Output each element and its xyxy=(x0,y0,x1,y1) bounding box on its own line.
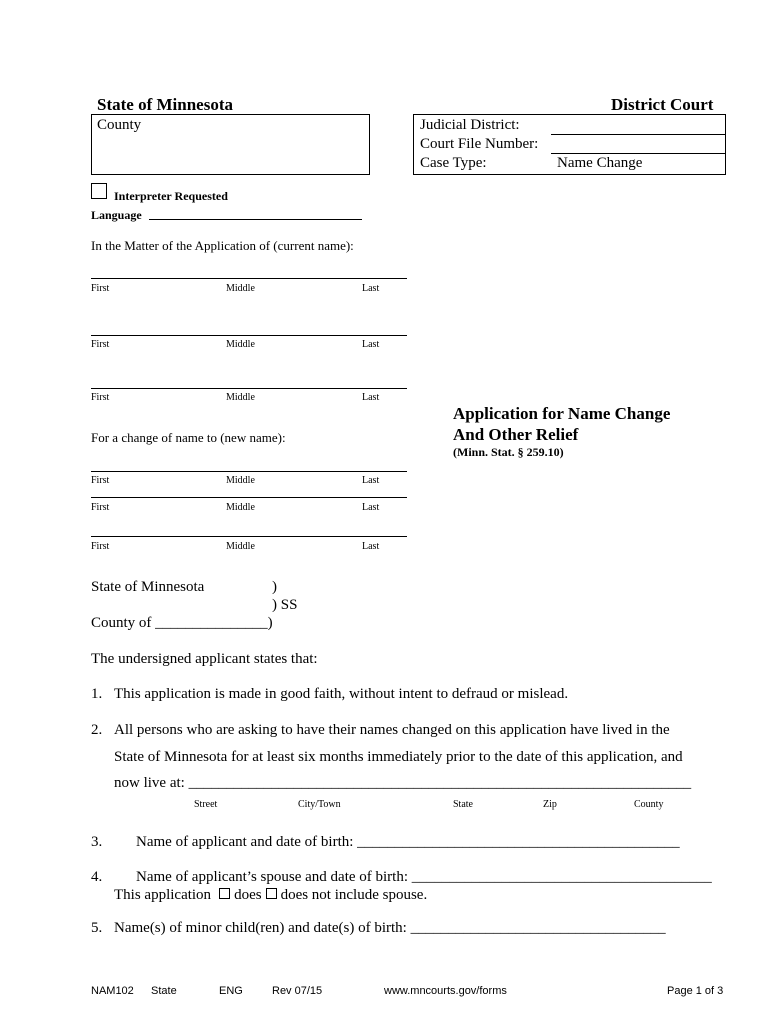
form-title-line-1: Application for Name Change xyxy=(453,404,671,423)
interpreter-checkbox[interactable] xyxy=(91,183,107,199)
new-name-line-3[interactable] xyxy=(91,536,407,537)
venue-state: State of Minnesota xyxy=(91,579,205,595)
does-not-checkbox[interactable] xyxy=(266,888,277,899)
court-file-number-field[interactable] xyxy=(551,153,725,154)
item-number: 5. xyxy=(91,920,103,936)
last-label: Last xyxy=(362,541,380,552)
first-label: First xyxy=(91,502,110,513)
first-label: First xyxy=(91,475,110,486)
item-2-line-2: State of Minnesota for at least six months immediately prior to the date of this application, and xyxy=(114,749,683,765)
last-label: Last xyxy=(362,502,380,513)
current-name-intro: In the Matter of the Application of (current name): xyxy=(91,238,354,253)
item-3-text[interactable]: Name of applicant and date of birth: ___________________________________________ xyxy=(136,834,680,850)
footer-language: ENG xyxy=(219,985,243,997)
current-name-line-1[interactable] xyxy=(91,278,407,279)
county-label: County xyxy=(97,117,142,133)
new-name-intro: For a change of name to (new name): xyxy=(91,430,286,445)
address-city-label: City/Town xyxy=(298,799,341,810)
item-number: 2. xyxy=(91,722,103,738)
address-state-label: State xyxy=(453,799,473,810)
item-4-text[interactable]: Name of applicant’s spouse and date of birth: ________________________________________ xyxy=(136,869,712,885)
language-label: Language xyxy=(91,208,142,222)
spouse-inclusion-line xyxy=(114,887,427,904)
judicial-district-field[interactable] xyxy=(551,134,725,135)
does-checkbox[interactable] xyxy=(219,888,230,899)
first-label: First xyxy=(91,339,110,350)
new-name-line-1[interactable] xyxy=(91,471,407,472)
middle-label: Middle xyxy=(226,392,255,403)
address-street-label: Street xyxy=(194,799,218,810)
item-number: 1. xyxy=(91,686,103,702)
last-label: Last xyxy=(362,339,380,350)
item-5-text[interactable]: Name(s) of minor child(ren) and date(s) of birth: __________________________________ xyxy=(114,920,666,936)
venue-county: County of _______________) xyxy=(91,615,273,631)
case-info-box xyxy=(413,114,726,175)
new-name-line-2[interactable] xyxy=(91,497,407,498)
case-type-value: Name Change xyxy=(557,155,643,171)
venue-ss: ) SS xyxy=(272,597,298,613)
first-label: First xyxy=(91,541,110,552)
does-not-label: does not include spouse. xyxy=(280,887,428,903)
address-zip-label: Zip xyxy=(543,799,557,810)
item-number: 3. xyxy=(91,834,103,850)
form-title-line-2: And Other Relief xyxy=(453,425,579,444)
county-box[interactable] xyxy=(91,114,370,175)
body-intro: The undersigned applicant states that: xyxy=(91,651,318,667)
item-2-line-3[interactable]: now live at: ___________________________________________________________________ xyxy=(114,775,692,791)
current-name-line-2[interactable] xyxy=(91,335,407,336)
middle-label: Middle xyxy=(226,502,255,513)
judicial-district-label: Judicial District: xyxy=(420,117,520,133)
item-2-line-1: All persons who are asking to have their names changed on this application have lived in the xyxy=(114,722,670,738)
case-type-label: Case Type: xyxy=(420,155,487,171)
footer-revision: Rev 07/15 xyxy=(272,985,323,997)
item-1-text: This application is made in good faith, without intent to defraud or mislead. xyxy=(114,686,569,702)
spouse-inclusion-prefix: This application xyxy=(114,887,212,903)
state-heading: State of Minnesota xyxy=(97,95,233,114)
last-label: Last xyxy=(362,392,380,403)
footer-state: State xyxy=(151,985,177,997)
item-number: 4. xyxy=(91,869,103,885)
last-label: Last xyxy=(362,283,380,294)
interpreter-label: Interpreter Requested xyxy=(114,189,228,203)
address-county-label: County xyxy=(634,799,664,810)
court-heading: District Court xyxy=(611,95,714,114)
middle-label: Middle xyxy=(226,283,255,294)
does-label: does xyxy=(234,887,262,903)
court-file-number-label: Court File Number: xyxy=(420,136,539,152)
first-label: First xyxy=(91,283,110,294)
middle-label: Middle xyxy=(226,541,255,552)
footer-url[interactable]: www.mncourts.gov/forms xyxy=(384,985,507,997)
statute-citation: (Minn. Stat. § 259.10) xyxy=(453,445,564,459)
footer-form-code: NAM102 xyxy=(91,985,134,997)
venue-paren: ) xyxy=(272,579,277,595)
current-name-line-3[interactable] xyxy=(91,388,407,389)
middle-label: Middle xyxy=(226,339,255,350)
middle-label: Middle xyxy=(226,475,255,486)
footer-page-number: Page 1 of 3 xyxy=(667,985,724,997)
language-field[interactable] xyxy=(149,219,362,220)
last-label: Last xyxy=(362,475,380,486)
first-label: First xyxy=(91,392,110,403)
